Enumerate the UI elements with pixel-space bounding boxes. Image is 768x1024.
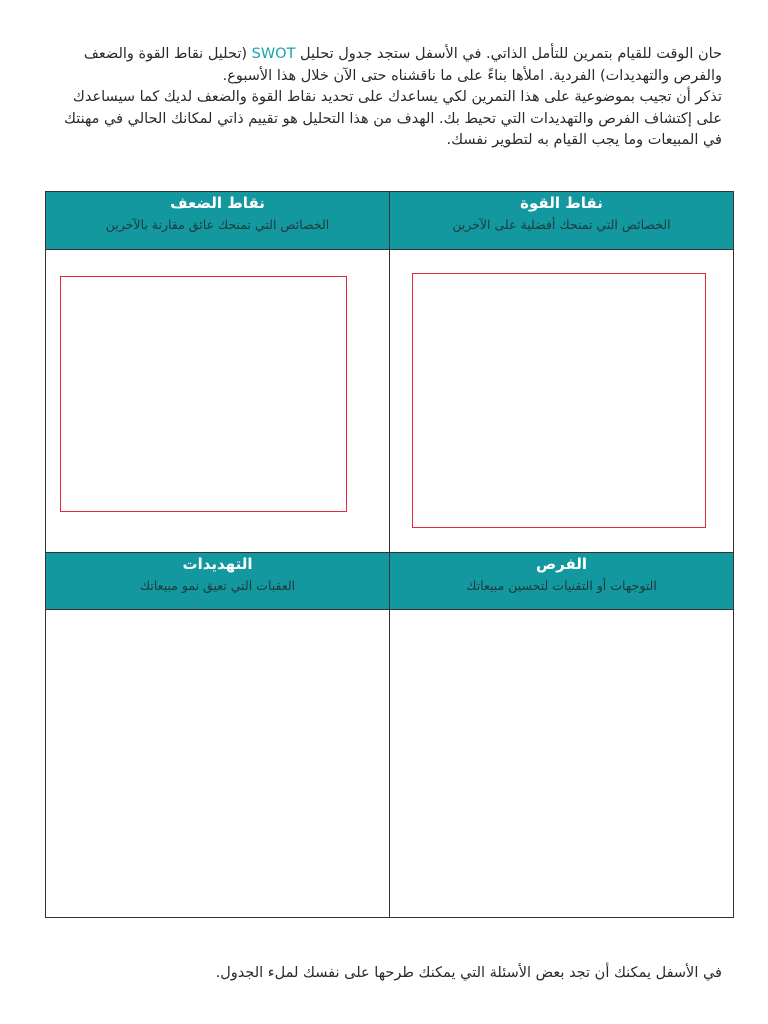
intro-line1-start: حان الوقت للقيام بتمرين للتأمل الذاتي. في الأسفل ستجد جدول تحليل — [295, 46, 722, 62]
weaknesses-title: نقاط الضعف — [170, 194, 265, 212]
intro-line1-end: (تحليل نقاط القوة والضعف والفرص والتهديدات) الفردية. املأها بناءً على ما ناقشناه حتى الآن خلال هذا الأسبوع. — [83, 46, 722, 84]
weaknesses-text-field[interactable] — [60, 276, 347, 512]
swot-table — [45, 191, 734, 918]
threats-header — [46, 552, 389, 610]
intro-text — [46, 44, 722, 152]
opportunities-title: الفرص — [535, 555, 588, 573]
strengths-text-field[interactable] — [412, 273, 706, 528]
outro-text: في الأسفل يمكنك أن تجد بعض الأسئلة التي يمكنك طرحها على نفسك لملء الجدول. — [215, 965, 722, 981]
opportunities-header — [390, 552, 733, 610]
weaknesses-cell — [46, 250, 389, 552]
threats-cell — [46, 610, 389, 917]
swot-highlight: SWOT — [251, 46, 296, 62]
swot-column-right — [390, 192, 733, 917]
strengths-cell — [390, 250, 733, 552]
strengths-header — [390, 192, 733, 250]
weaknesses-subtitle: الخصائص التي تمنحك عائق مقارنة بالآخرين — [105, 217, 330, 232]
strengths-title: نقاط القوة — [520, 194, 603, 212]
swot-column-left — [46, 192, 390, 917]
threats-title: التهديدات — [182, 555, 253, 573]
intro-paragraph-2: تذكر أن تجيب بموضوعية على هذا التمرين لكي يساعدك على تحديد نقاط القوة والضعف لديك كما سيساعدك على إكتشاف الفرص والتهديدات التي تحيط بك. الهدف من هذا التحليل هو تقييم ذاتي لمكانك الحالي في مهنتك في المبيعات وما يجب القيام به لتطوير نفسك. — [63, 89, 722, 148]
opportunities-cell — [390, 610, 733, 917]
opportunities-subtitle: التوجهات أو التقنيات لتحسين مبيعاتك — [466, 578, 657, 593]
threats-subtitle: العقبات التي تعيق نمو مبيعاتك — [139, 578, 296, 593]
strengths-subtitle: الخصائص التي تمنحك أفضلية على الآخرين — [452, 217, 671, 232]
weaknesses-header — [46, 192, 389, 250]
intro-paragraph-1 — [46, 44, 722, 87]
